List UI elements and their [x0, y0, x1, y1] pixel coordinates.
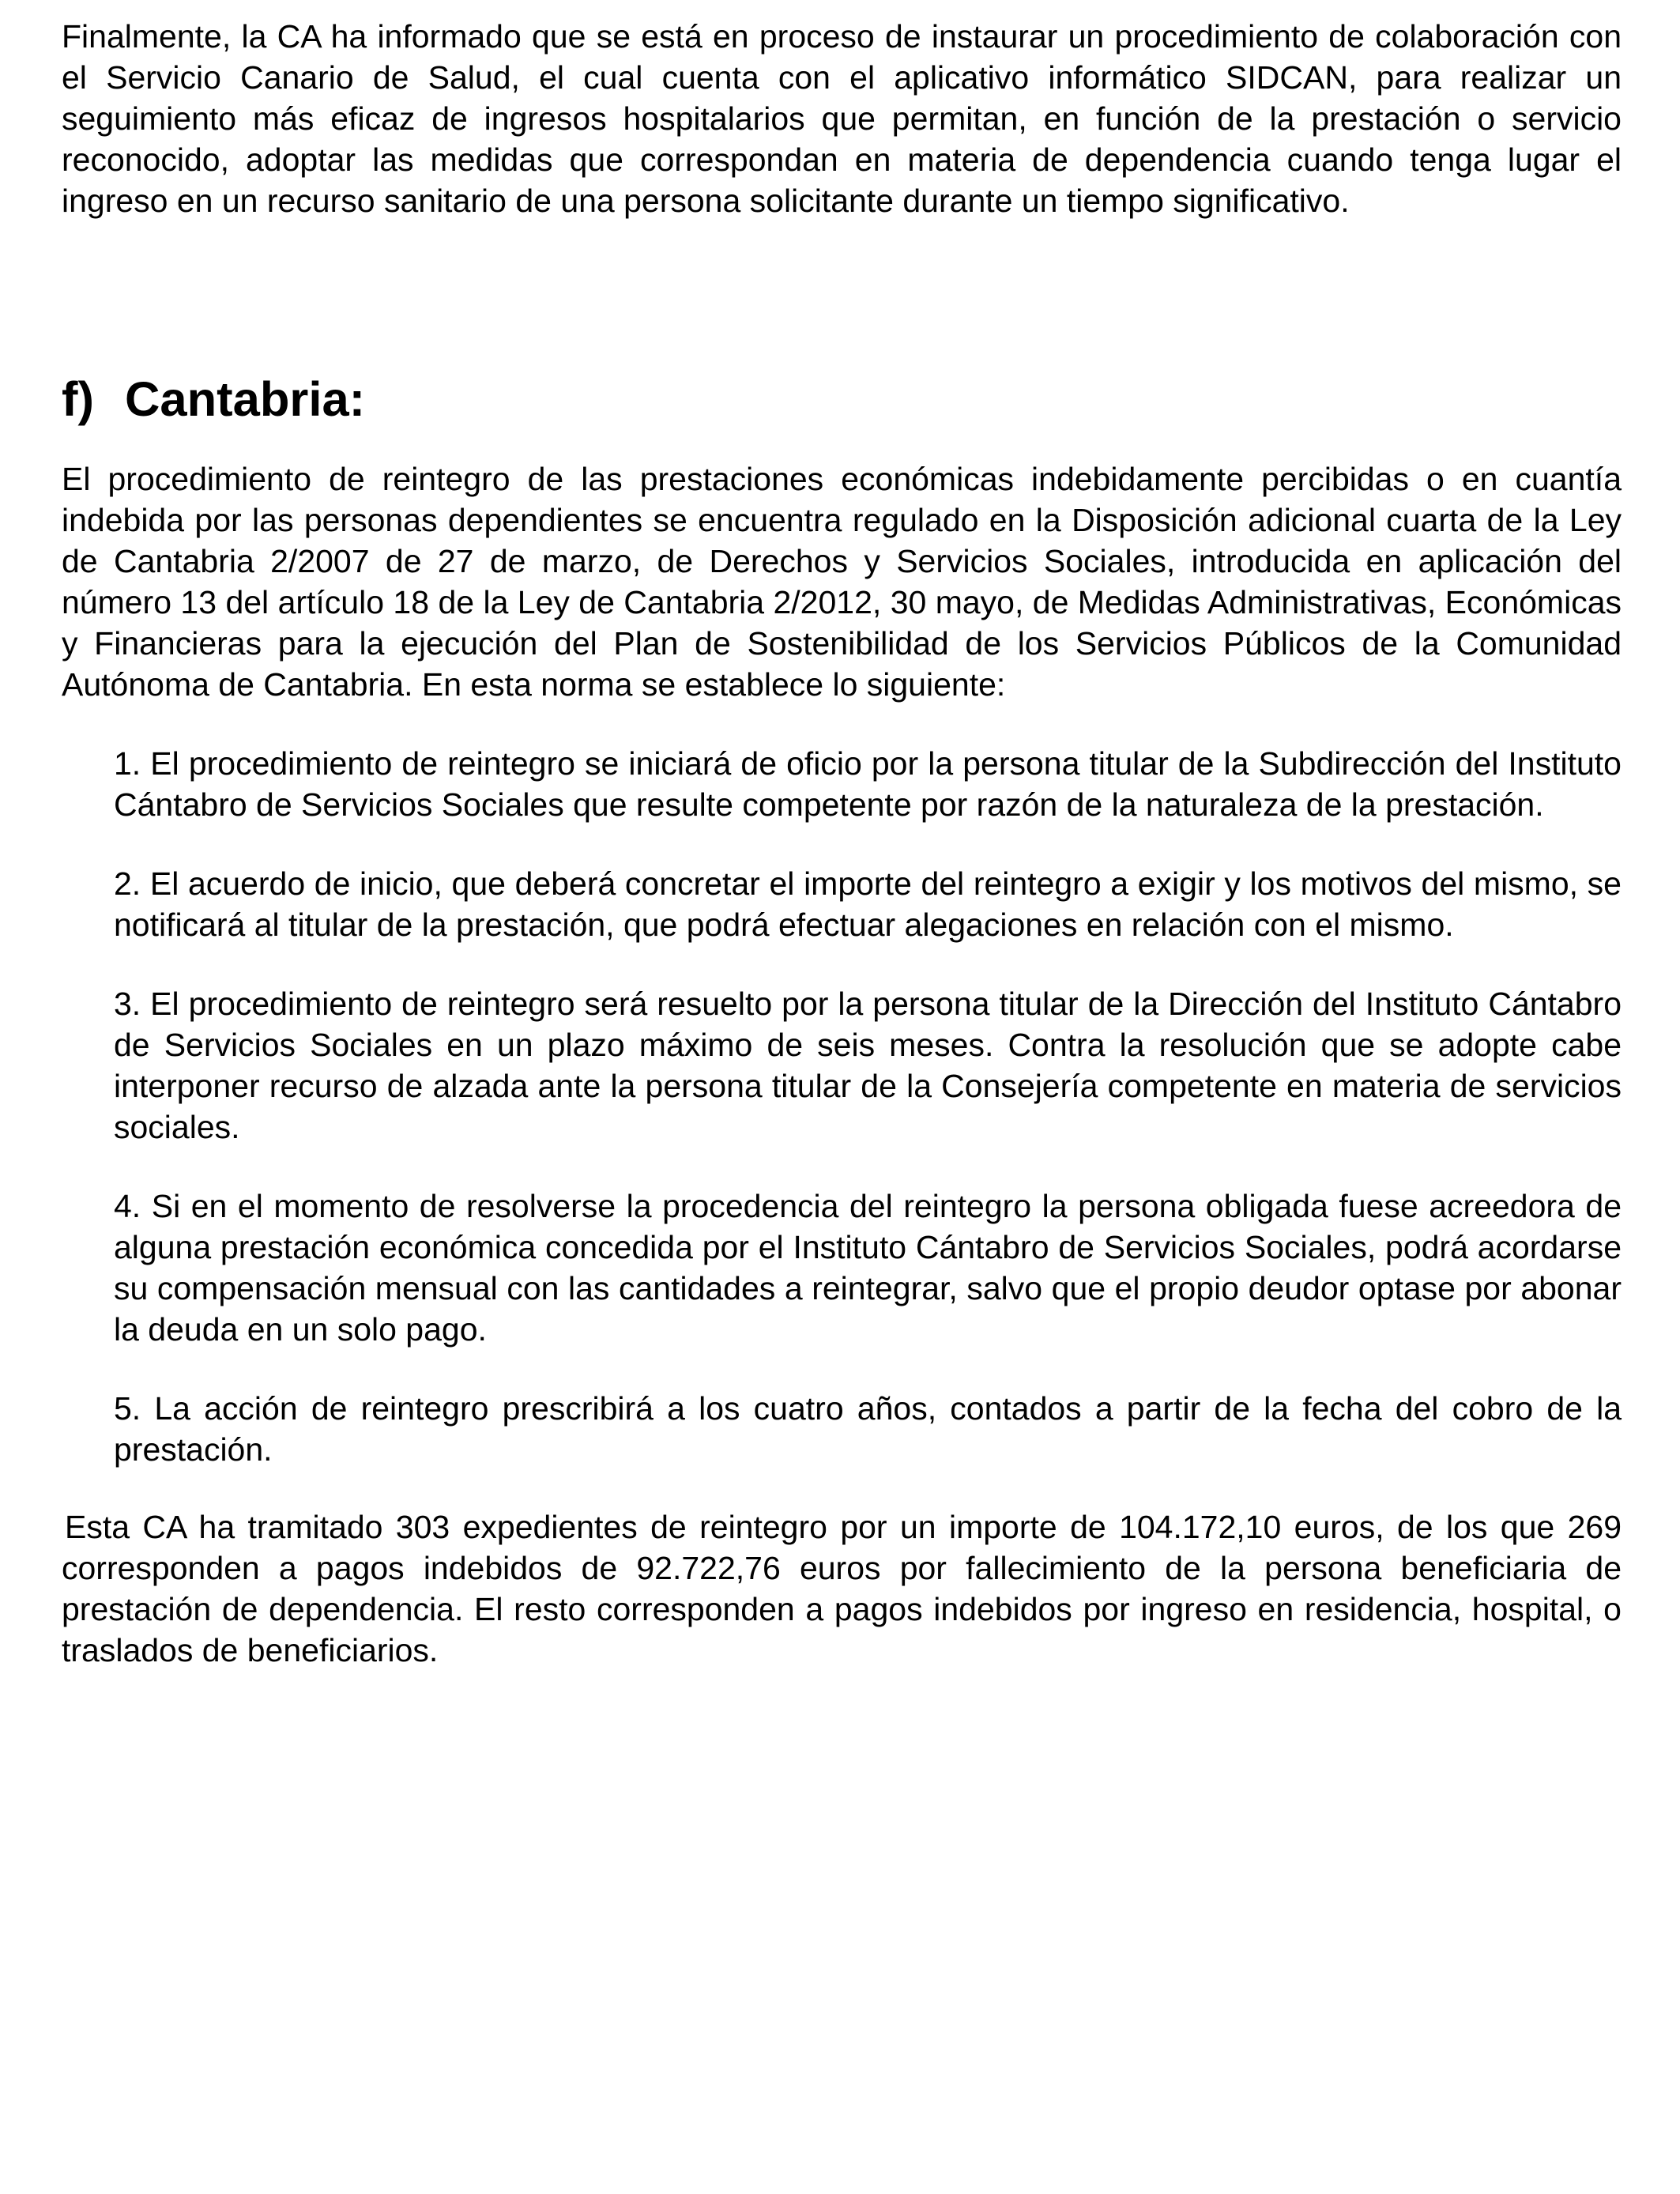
list-item-1: 1. El procedimiento de reintegro se iniciará de oficio por la persona titular de la Subdirección del Instituto Cántabro de Servicios Sociales que resulte competente por razón de la naturaleza de la prestación. — [114, 745, 1622, 823]
section-letter: f) — [62, 372, 94, 427]
intro-paragraph: Finalmente, la CA ha informado que se está en proceso de instaurar un procedimiento de colaboración con el Servicio Canario de Salud, el cual cuenta con el aplicativo informático SIDCAN, para realizar un seguimiento más eficaz de ingresos hospitalarios que permitan, en función de la prestación o servicio reconocido, adoptar las medidas que correspondan en materia de dependencia cuando tenga lugar el ingreso en un recurso sanitario de una persona solicitante durante un tiempo significativo. — [62, 18, 1622, 219]
section-heading-cantabria — [62, 372, 1622, 427]
list-item-5: 5. La acción de reintegro prescribirá a los cuatro años, contados a partir de la fecha del cobro de la prestación. — [114, 1390, 1622, 1468]
law-paragraph: El procedimiento de reintegro de las prestaciones económicas indebidamente percibidas o en cuantía indebida por las personas dependientes se encuentra regulado en la Disposición adicional cuarta de la Ley de Cantabria 2/2007 de 27 de marzo, de Derechos y Servicios Sociales, introducida en aplicación del número 13 del artículo 18 de la Ley de Cantabria 2/2012, 30 mayo, de Medidas Administrativas, Económicas y Financieras para la ejecución del Plan de Sostenibilidad de los Servicios Públicos de la Comunidad Autónoma de Cantabria. En esta norma se establece lo siguiente: — [62, 461, 1622, 703]
numbered-list — [62, 743, 1622, 1470]
list-item-4: 4. Si en el momento de resolverse la procedencia del reintegro la persona obligada fuese acreedora de alguna prestación económica concedida por el Instituto Cántabro de Servicios Sociales, podrá acordarse su compensación mensual con las cantidades a reintegrar, salvo que el propio deudor optase por abonar la deuda en un solo pago. — [114, 1188, 1622, 1348]
list-item-3: 3. El procedimiento de reintegro será resuelto por la persona titular de la Dirección del Instituto Cántabro de Servicios Sociales en un plazo máximo de seis meses. Contra la resolución que se adopte cabe interponer recurso de alzada ante la persona titular de la Consejería competente en materia de servicios sociales. — [114, 986, 1622, 1145]
closing-paragraph: Esta CA ha tramitado 303 expedientes de reintegro por un importe de 104.172,10 euros, de los que 269 corresponden a pagos indebidos de 92.722,76 euros por fallecimiento de la persona beneficiaria de prestación de dependencia. El resto corresponden a pagos indebidos por ingreso en residencia, hospital, o traslados de beneficiarios. — [62, 1509, 1622, 1668]
list-item-2: 2. El acuerdo de inicio, que deberá concretar el importe del reintegro a exigir y los motivos del mismo, se notificará al titular de la prestación, que podrá efectuar alegaciones en relación con el mismo. — [114, 865, 1622, 943]
document-body — [62, 16, 1622, 1671]
section-title: Cantabria: — [125, 372, 366, 427]
